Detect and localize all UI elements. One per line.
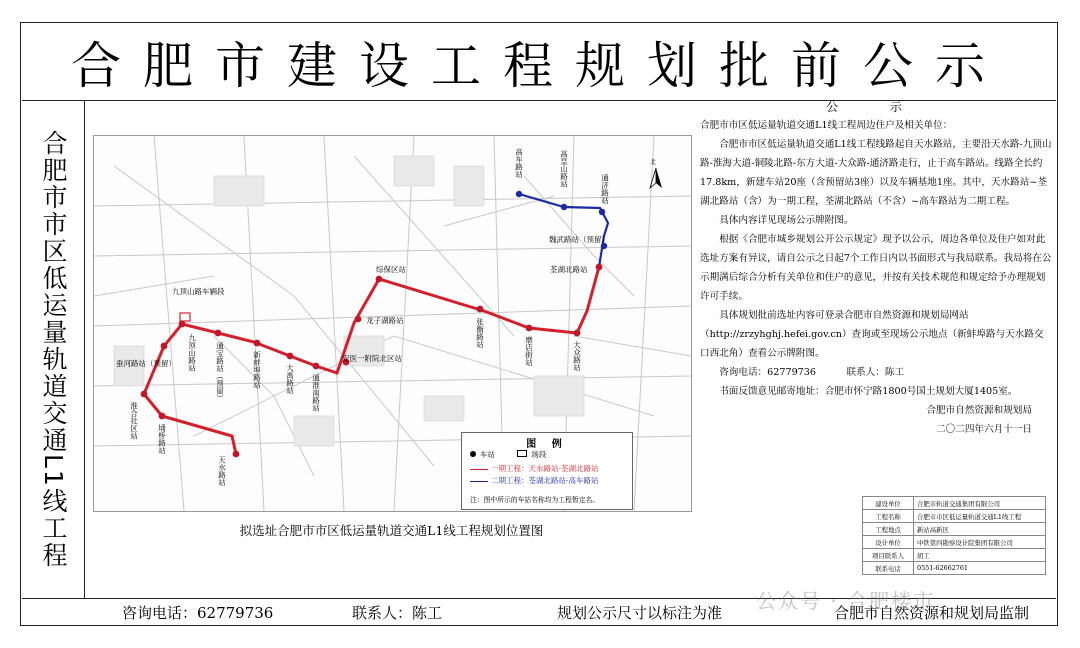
page-title: 合肥市建设工程规划批前公示 [22,24,1056,101]
notice-signer: 合肥市自然资源和规划局 [926,405,1032,416]
red-line-icon [470,469,488,470]
notice-contact: 咨询电话：62779736 联系人：陈工 [719,367,905,378]
station-tianshui [233,451,240,458]
project-info-table [862,496,1046,575]
footer-supervisor: 合肥市自然资源和规划局监制 [834,604,1030,622]
legend-note: 注：图中所示的车站名称均为工程暂定名。 [470,496,600,504]
footer-size-note: 规划公示尺寸以标注为准 [557,604,723,622]
table-row: 项目联系人 胡工 [863,549,1046,562]
building-blocks [114,156,584,446]
legend-station: 车站 [480,450,495,459]
label-quanhubei: 荃湖北路站 [550,265,588,274]
footer-phone: 咨询电话：62779736 [122,604,274,622]
station-yongqiao [159,413,166,420]
table-row: 设计单位 中铁第四勘察设计院集团有限公司 [863,536,1046,549]
station-tonghuainan [313,363,320,370]
label-depot: 九顶山路车辆段 [172,287,225,296]
legend-phase1-row [470,463,599,474]
north-label: 北 [650,159,657,166]
station-zhangheng [477,306,484,313]
legend-phase1: 一期工程：天水路站-荃湖北路站 [491,464,599,473]
table-row: 联系电话 0551-62662761 [863,562,1046,575]
station-gaoche [516,191,522,197]
station-xinbengbu [254,340,261,347]
label-xinbengbu: 新蚌埠路站 [252,351,262,389]
station-gaohuangshan [561,204,567,210]
station-dayu [287,353,294,360]
label-gaohuangshan: 高皇山路站 [559,150,569,188]
legend-phase2-row [470,475,599,486]
legend-phase2: 二期工程：荃湖北路站-高车路站 [491,476,599,485]
label-tianshui: 天水路站 [217,456,227,486]
label-zongbao: 综保区站 [376,265,406,274]
notice-addressee: 合肥市市区低运量轨道交通L1线工程周边住户及相关单位： [700,120,953,131]
station-canhe [161,343,168,350]
footer-contact: 联系人：陈工 [352,604,443,622]
map-legend [461,432,633,510]
notice-address: 书面反馈意见邮寄地址：合肥市怀宁路1800号国土规划大厦1405室。 [719,386,1018,397]
station-zongbao [376,276,383,283]
station-dot-icon [470,451,476,457]
notice-paragraph-2: 具体内容详见现场公示牌附图。 [719,215,854,226]
label-tonghuainan: 通淮南路站 [311,374,321,412]
side-title [22,100,85,598]
legend-depot: 场段 [531,450,547,459]
table-row: 建设单位 合肥市轨道交通集团有限公司 [863,497,1046,510]
blue-line-icon [470,481,488,482]
label-dazhong: 大众路站 [572,341,582,371]
label-dayu: 大禹路站 [285,364,295,394]
side-title-text: 合肥市市区低运量轨道交通L1线工程 [39,129,68,569]
notice-paragraph-3: 根据《合肥市城乡规划公开公示规定》现予以公示，周边各单位及住户如对此选址方案有异议，请自公示之日起7个工作日内以书面形式与我局联系。我局将在公示期满后综合分析有关单位和住户的意见，并按有关技术规范和规定给予办理规划许可手续。 [700,234,1052,302]
notice-date: 二〇二四年六月十一日 [936,424,1032,435]
station-quanhubei [596,264,603,271]
station-longzihu [355,316,362,323]
label-tongbao: 通宝路站（预留） [215,342,225,402]
depot-marker [180,313,190,321]
notice-heading: 公 示 [826,100,926,114]
legend-title: 图 例 [526,439,568,450]
label-gaoche: 高车路站 [514,148,524,178]
watermark: 公众号 · 合肥楼市 [756,589,936,613]
depot-rect-icon [517,450,527,457]
label-yongqiao: 埇桥路站 [157,424,167,454]
label-canhe: 蚕河路站（预留） [116,359,176,368]
station-dazhong [574,330,581,337]
legend-station-row [470,449,546,460]
notice-paragraph-1: 合肥市市区低运量轨道交通L1线工程线路起自天水路站，主要沿天水路-九顶山路-淮海大道-铜陵北路-东方大道-大众路-通济路走行，止于高车路站。线路全长约17.8km，新建车站20座（含预留站3座）以及车辆基地1座。其中，天水路站~荃湖北路站（含）为一期工程，荃湖北路站（不含）~高车路站为二期工程。 [700,139,1052,207]
label-modian: 磨店街站 [524,336,534,366]
notice-paragraph-4: 具体规划批前选址内容可登录合肥市自然资源和规划局网站（http://zrzyhghj.hefei.gov.cn）查询或至现场公示地点（新蚌埠路与天水路交口西北角）查看公示牌附图。 [700,310,1044,359]
route-map [93,135,692,512]
table-row: 工程名称 合肥市市区低运量轨道交通L1线工程 [863,510,1046,523]
notice-text [700,100,1052,439]
label-zhangheng: 张衡路站 [475,318,485,348]
station-tongji [599,209,605,215]
label-longzihu: 龙子湖路站 [366,316,404,325]
label-jiudingshan: 九顶山路站 [187,334,197,372]
label-anyi: 安医一附院北区站 [342,354,402,363]
label-tongji: 通济路站 [600,174,610,204]
station-tongbao [215,330,222,337]
map-caption: 拟选址合肥市市区低运量轨道交通L1线工程规划位置图 [239,523,544,538]
table-row: 工程地点 新站高新区 [863,523,1046,536]
station-jiudingshan [179,321,186,328]
label-huaihe: 淮合社区站 [129,402,139,440]
station-modian [526,325,533,332]
label-weiwu: 魏武路站（预留） [549,235,609,244]
station-huaihe [141,391,148,398]
